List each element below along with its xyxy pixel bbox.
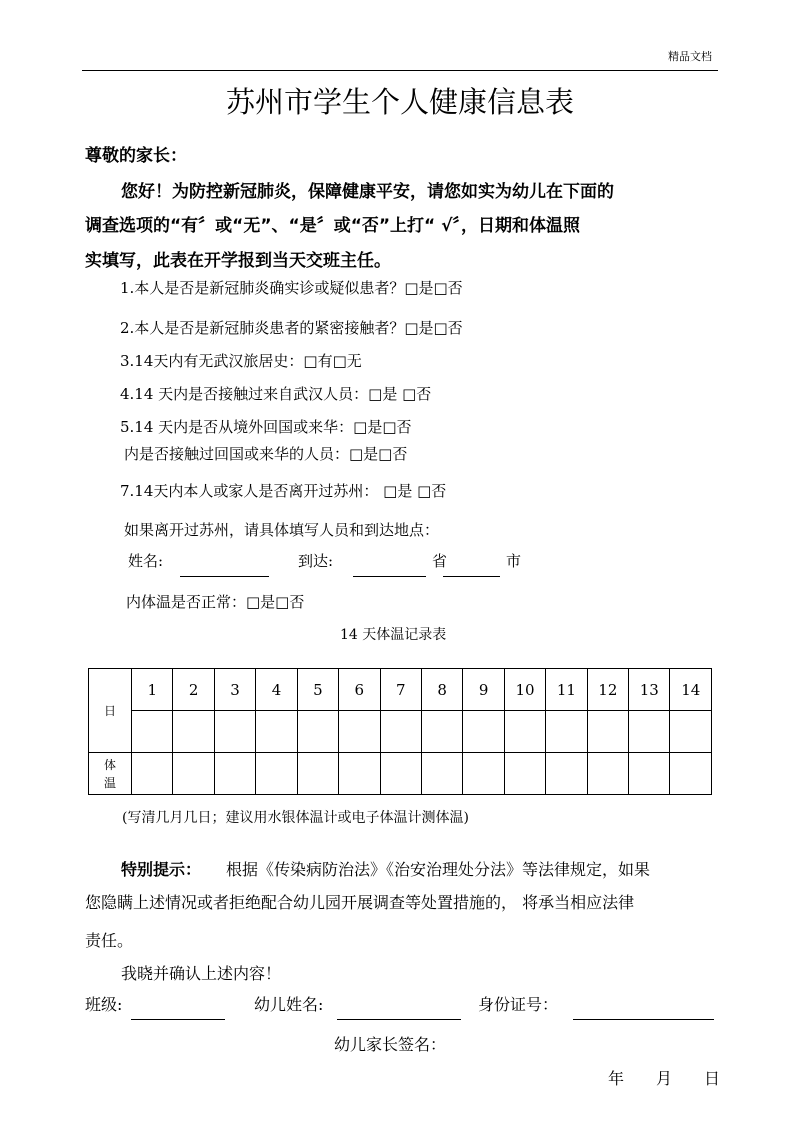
travel-name-label: 姓名: (128, 552, 164, 570)
day-number: 3 (214, 669, 255, 711)
question-4: 4.14 天内是否接触过来自武汉人员：□是 □否 (120, 385, 432, 403)
temperature-label-bottom: 温 (103, 775, 116, 790)
intro-line-1: 您好！为防控新冠肺炎，保障健康平安，请您如实为幼儿在下面的 (121, 182, 614, 202)
date-cell[interactable] (173, 711, 214, 753)
temperature-cell[interactable] (132, 753, 173, 795)
class-label: 班级: (85, 995, 123, 1014)
temperature-cell[interactable] (380, 753, 421, 795)
temp-normal-question: 内体温是否正常：□是□否 (126, 593, 305, 611)
travel-province-label: 省 (432, 552, 448, 570)
date-cell[interactable] (629, 711, 670, 753)
child-name-field[interactable] (337, 1019, 461, 1020)
date-cell[interactable] (132, 711, 173, 753)
date-day-label: 日 (704, 1069, 721, 1088)
page-header-label: 精品文档 (668, 50, 712, 63)
header-rule (82, 70, 718, 71)
day-number: 2 (173, 669, 214, 711)
temperature-row (89, 753, 712, 795)
day-number: 1 (132, 669, 173, 711)
day-number: 6 (339, 669, 380, 711)
temperature-cell[interactable] (214, 753, 255, 795)
question-1: 1.本人是否是新冠肺炎确实诊或疑似患者？□是□否 (120, 279, 463, 297)
date-cell[interactable] (380, 711, 421, 753)
date-cell[interactable] (256, 711, 297, 753)
greeting: 尊敬的家长： (85, 146, 187, 166)
question-6: 内是否接触过回国或来华的人员：□是□否 (124, 445, 408, 463)
parent-signature-label: 幼儿家长签名： (334, 1035, 447, 1054)
notice-line-2: 您隐瞒上述情况或者拒绝配合幼儿园开展调查等处置措施的， 将承当相应法律 (85, 893, 635, 912)
day-number: 13 (629, 669, 670, 711)
temperature-cell[interactable] (173, 753, 214, 795)
day-number: 9 (463, 669, 504, 711)
day-number: 12 (587, 669, 628, 711)
travel-name-field[interactable] (180, 576, 269, 577)
date-cell[interactable] (546, 711, 587, 753)
day-number: 11 (546, 669, 587, 711)
temperature-table (88, 668, 712, 795)
temperature-cell[interactable] (421, 753, 462, 795)
date-cell[interactable] (421, 711, 462, 753)
temperature-cell[interactable] (339, 753, 380, 795)
day-number: 10 (504, 669, 545, 711)
day-number: 14 (670, 669, 712, 711)
travel-city-field[interactable] (443, 576, 500, 577)
question-5: 5.14 天内是否从境外回国或来华：□是□否 (120, 418, 412, 436)
date-cell[interactable] (504, 711, 545, 753)
date-cell[interactable] (297, 711, 338, 753)
notice-line-1: 根据《传染病防治法》《治安治理处分法》等法律规定，如果 (226, 860, 651, 879)
temperature-cell[interactable] (256, 753, 297, 795)
id-number-label: 身份证号： (478, 995, 559, 1014)
notice-label: 特别提示： (121, 860, 202, 879)
day-number: 7 (380, 669, 421, 711)
temperature-cell[interactable] (546, 753, 587, 795)
date-year-label: 年 (608, 1069, 625, 1088)
day-number: 4 (256, 669, 297, 711)
intro-line-2: 调查选项的“有〞或“无”、“是〞或“否”上打“ √〞，日期和体温照 (85, 216, 580, 236)
question-2: 2.本人是否是新冠肺炎患者的紧密接触者？□是□否 (120, 319, 463, 337)
table-note: (写清几月几日；建议用水银体温计或电子体温计测体温) (122, 810, 469, 826)
id-number-field[interactable] (573, 1019, 714, 1020)
temperature-cell[interactable] (504, 753, 545, 795)
date-cell[interactable] (463, 711, 504, 753)
travel-prompt: 如果离开过苏州，请具体填写人员和到达地点： (124, 521, 440, 539)
page-title: 苏州市学生个人健康信息表 (225, 85, 574, 119)
date-cell[interactable] (214, 711, 255, 753)
temperature-cell[interactable] (297, 753, 338, 795)
date-input-row (89, 711, 712, 753)
travel-arrive-label: 到达: (298, 552, 334, 570)
date-month-label: 月 (656, 1069, 673, 1088)
question-7: 7.14天内本人或家人是否离开过苏州： □是 □否 (120, 482, 447, 500)
question-3: 3.14天内有无武汉旅居史：□有□无 (120, 352, 362, 370)
temperature-cell[interactable] (670, 753, 712, 795)
date-cell[interactable] (339, 711, 380, 753)
temperature-cell[interactable] (587, 753, 628, 795)
day-label-cell (89, 669, 132, 753)
day-number: 5 (297, 669, 338, 711)
day-number-row (89, 669, 712, 711)
temperature-cell[interactable] (463, 753, 504, 795)
date-cell[interactable] (670, 711, 712, 753)
travel-city-label: 市 (506, 552, 522, 570)
class-field[interactable] (131, 1019, 225, 1020)
travel-province-field[interactable] (353, 576, 426, 577)
intro-line-3: 实填写，此表在开学报到当天交班主任。 (85, 251, 391, 271)
table-caption: 14 天体温记录表 (340, 627, 447, 643)
day-label: 日 (103, 703, 116, 718)
temperature-label-cell (89, 753, 132, 795)
temperature-label-top: 体 (103, 757, 116, 772)
date-cell[interactable] (587, 711, 628, 753)
child-name-label: 幼儿姓名: (254, 995, 324, 1014)
temperature-cell[interactable] (629, 753, 670, 795)
notice-line-3: 责任。 (85, 931, 134, 950)
day-number: 8 (421, 669, 462, 711)
confirm-statement: 我晓并确认上述内容！ (121, 964, 282, 983)
